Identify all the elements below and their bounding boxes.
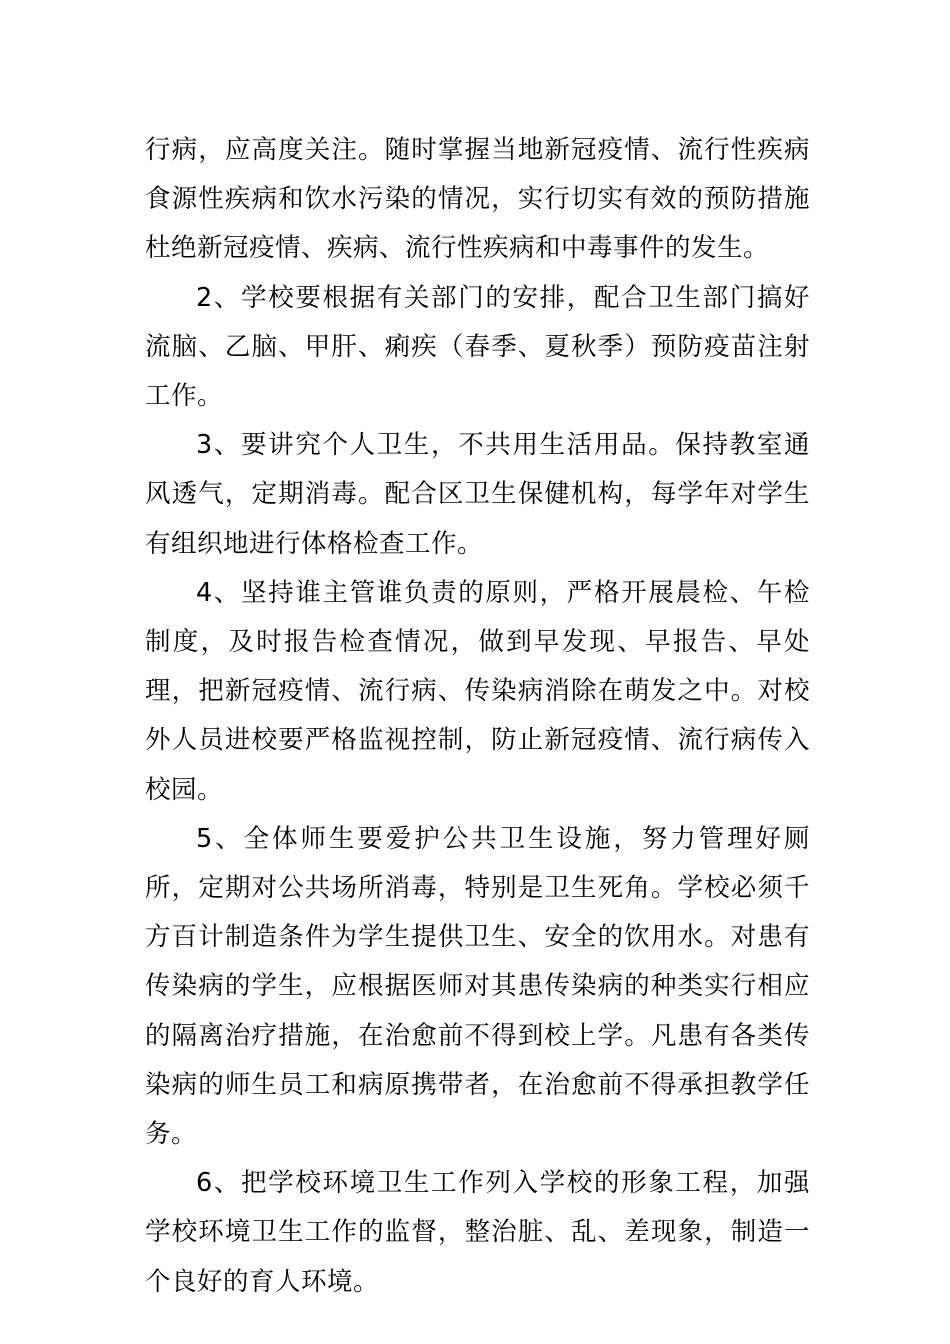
paragraph-item-4: 4、坚持谁主管谁负责的原则，严格开展晨检、午检制度，及时报告检查情况，做到早发现、早报告、早处理，把新冠疫情、流行病、传染病消除在萌发之中。对校外人员进校要严格监视控制，防止新冠疫情、流行病传入校园。 (145, 577, 810, 805)
document-body (145, 126, 810, 1307)
paragraph-item-6: 6、把学校环境卫生工作列入学校的形象工程，加强学校环境卫生工作的监督，整治脏、乱、差现象，制造一个良好的育人环境。 (145, 1168, 810, 1297)
paragraph-item-5: 5、全体师生要爱护公共卫生设施，努力管理好厕所，定期对公共场所消毒，特别是卫生死角。学校必须千方百计制造条件为学生提供卫生、安全的饮用水。对患有传染病的学生，应根据医师对其患传染病的种类实行相应的隔离治疗措施，在治愈前不得到校上学。凡患有各类传染病的师生员工和病原携带者，在治愈前不得承担教学任务。 (145, 823, 810, 1150)
paragraph-item-3: 3、要讲究个人卫生，不共用生活用品。保持教室通风透气，定期消毒。配合区卫生保健机构，每学年对学生有组织地进行体格检查工作。 (145, 430, 810, 559)
paragraph-item-2: 2、学校要根据有关部门的安排，配合卫生部门搞好流脑、乙脑、甲肝、痢疾（春季、夏秋季）预防疫苗注射工作。 (145, 282, 810, 412)
paragraph-continuation: 行病，应高度关注。随时掌握当地新冠疫情、流行性疾病食源性疾病和饮水污染的情况，实行切实有效的预防措施杜绝新冠疫情、疾病、流行性疾病和中毒事件的发生。 (145, 135, 810, 264)
